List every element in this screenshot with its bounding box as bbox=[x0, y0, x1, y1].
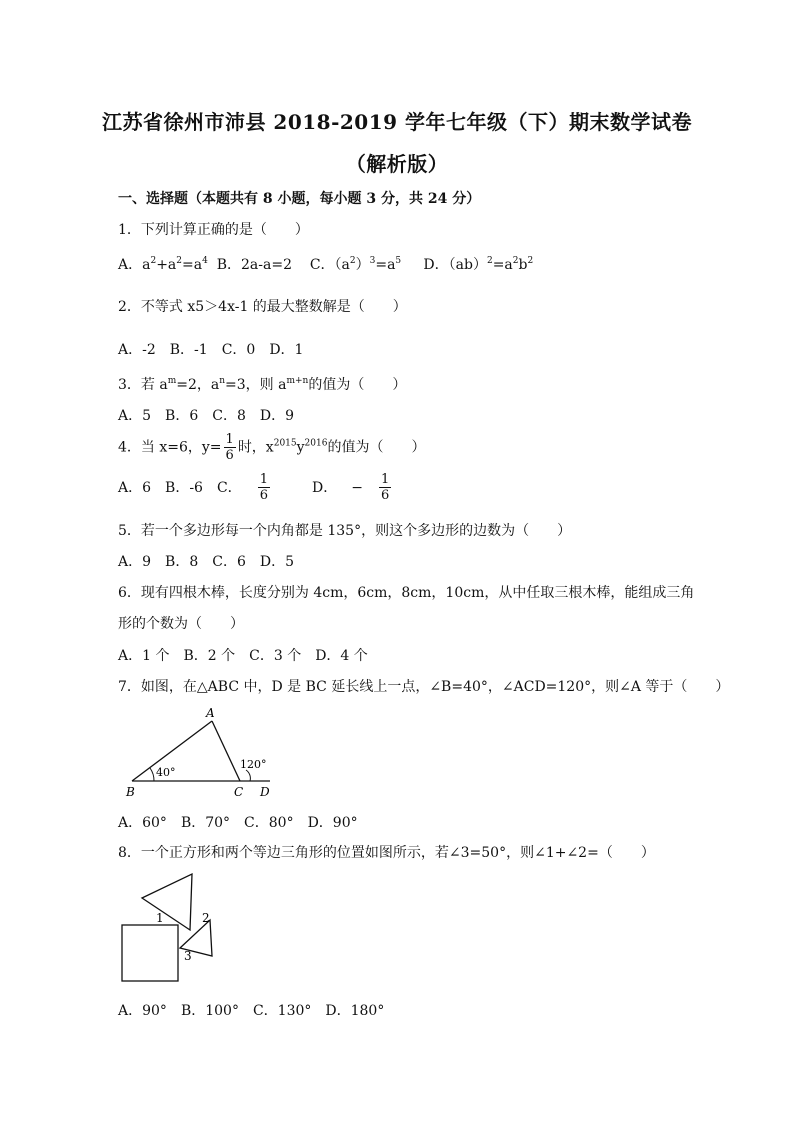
q5-option-b: B．8 bbox=[165, 554, 199, 570]
section-heading: 一、选择题（本题共有 8 小题，每小题 3 分，共 24 分） bbox=[118, 191, 481, 207]
q4-option-c: C． $\frac{1}{6}$ bbox=[216, 472, 268, 503]
q1-option-b: B．2a-a=2 bbox=[216, 257, 292, 273]
q8-angle-1: 1 bbox=[156, 911, 164, 925]
q7-angle-b: 40° bbox=[156, 766, 176, 779]
q7-label-b: B bbox=[126, 785, 135, 799]
document-subtitle: （解析版） bbox=[345, 152, 449, 176]
q6-option-a: A．1 个 bbox=[118, 648, 170, 664]
q7-option-b: B．70° bbox=[180, 815, 231, 831]
q3-option-c: C．8 bbox=[212, 408, 246, 424]
q4-option-a: A．6 bbox=[118, 479, 152, 496]
q7-triangle-figure bbox=[118, 705, 288, 800]
q4-stem: 4．当 x=6，y= $\frac{1}{6}$ 时，$x^{2015}y^{2016}$的值为（ ） bbox=[118, 432, 426, 463]
document-title: 江苏省徐州市沛县 2018-2019 学年七年级（下）期末数学试卷 bbox=[101, 110, 693, 134]
q8-angle-3: 3 bbox=[184, 949, 192, 963]
q7-label-c: C bbox=[234, 785, 244, 799]
q7-label-a: A bbox=[206, 706, 215, 720]
q7-options bbox=[118, 812, 372, 832]
q8-square-triangles-figure bbox=[118, 868, 218, 988]
q7-label-d: D bbox=[260, 785, 270, 799]
q1-option-a: A．$a^2+a^2=a^4$ bbox=[118, 256, 208, 273]
q1-options bbox=[118, 254, 533, 274]
q7-option-c: C．80° bbox=[244, 815, 294, 831]
q5-option-d: D．5 bbox=[259, 554, 294, 570]
q7-stem: 7．如图，在△ABC 中，D 是 BC 延长线上一点，∠B=40°，∠ACD=120°，则∠A 等于（ ） bbox=[118, 679, 730, 695]
q2-options bbox=[118, 339, 317, 359]
q8-option-d: D．180° bbox=[325, 1003, 385, 1019]
q8-options bbox=[118, 1000, 398, 1020]
q4-fraction: $\frac{1}{6}$ bbox=[225, 432, 234, 463]
q8-option-c: C．130° bbox=[252, 1003, 312, 1019]
q6-option-d: D．4 个 bbox=[315, 648, 368, 664]
q4-option-b: B．-6 bbox=[165, 479, 203, 496]
q3-option-b: B．6 bbox=[165, 408, 199, 424]
q5-stem: 5．若一个多边形每一个内角都是 135°，则这个多边形的边数为（ ） bbox=[118, 523, 572, 539]
q7-option-a: A．60° bbox=[118, 815, 167, 831]
q5-option-a: A．9 bbox=[118, 554, 152, 570]
q3-options bbox=[118, 405, 308, 425]
q4-option-d: D． − $\frac{1}{6}$ bbox=[311, 472, 390, 503]
q6-options bbox=[118, 645, 382, 665]
q8-angle-2: 2 bbox=[202, 911, 210, 925]
q7-angle-c: 120° bbox=[240, 758, 267, 771]
q8-option-a: A．90° bbox=[118, 1003, 167, 1019]
q1-option-d: D．$(ab)^2=a^2b^2$ bbox=[423, 256, 534, 273]
q4-options bbox=[118, 472, 433, 503]
q3-stem: 3．若 $a^m=2$，$a^n=3$，则 $a^{m+n}$的值为（ ） bbox=[118, 376, 407, 393]
q2-option-a: A．-2 bbox=[118, 342, 156, 358]
q3-option-a: A．5 bbox=[118, 408, 152, 424]
q5-options bbox=[118, 551, 308, 571]
q3-option-d: D．9 bbox=[259, 408, 294, 424]
q2-option-d: D．1 bbox=[269, 342, 304, 358]
q8-stem: 8．一个正方形和两个等边三角形的位置如图所示，若∠3=50°，则∠1+∠2=（ ） bbox=[118, 845, 655, 861]
q7-option-d: D．90° bbox=[307, 815, 358, 831]
q6-stem-line1: 6．现有四根木棒，长度分别为 4cm，6cm，8cm，10cm，从中任取三根木棒，能组成三角 bbox=[118, 585, 695, 601]
q6-option-c: C．3 个 bbox=[249, 648, 302, 664]
q6-option-b: B．2 个 bbox=[183, 648, 236, 664]
q2-stem: 2．不等式 x5＞4x-1 的最大整数解是（ ） bbox=[118, 299, 407, 315]
q1-option-c: C．$(a^2)^3=a^5$ bbox=[309, 256, 402, 273]
q1-stem: 1．下列计算正确的是（ ） bbox=[118, 222, 309, 238]
q5-option-c: C．6 bbox=[212, 554, 246, 570]
q2-option-c: C．0 bbox=[221, 342, 256, 358]
q8-option-b: B．100° bbox=[180, 1003, 239, 1019]
q6-stem-line2: 形的个数为（ ） bbox=[118, 616, 244, 632]
q2-option-b: B．-1 bbox=[169, 342, 208, 358]
